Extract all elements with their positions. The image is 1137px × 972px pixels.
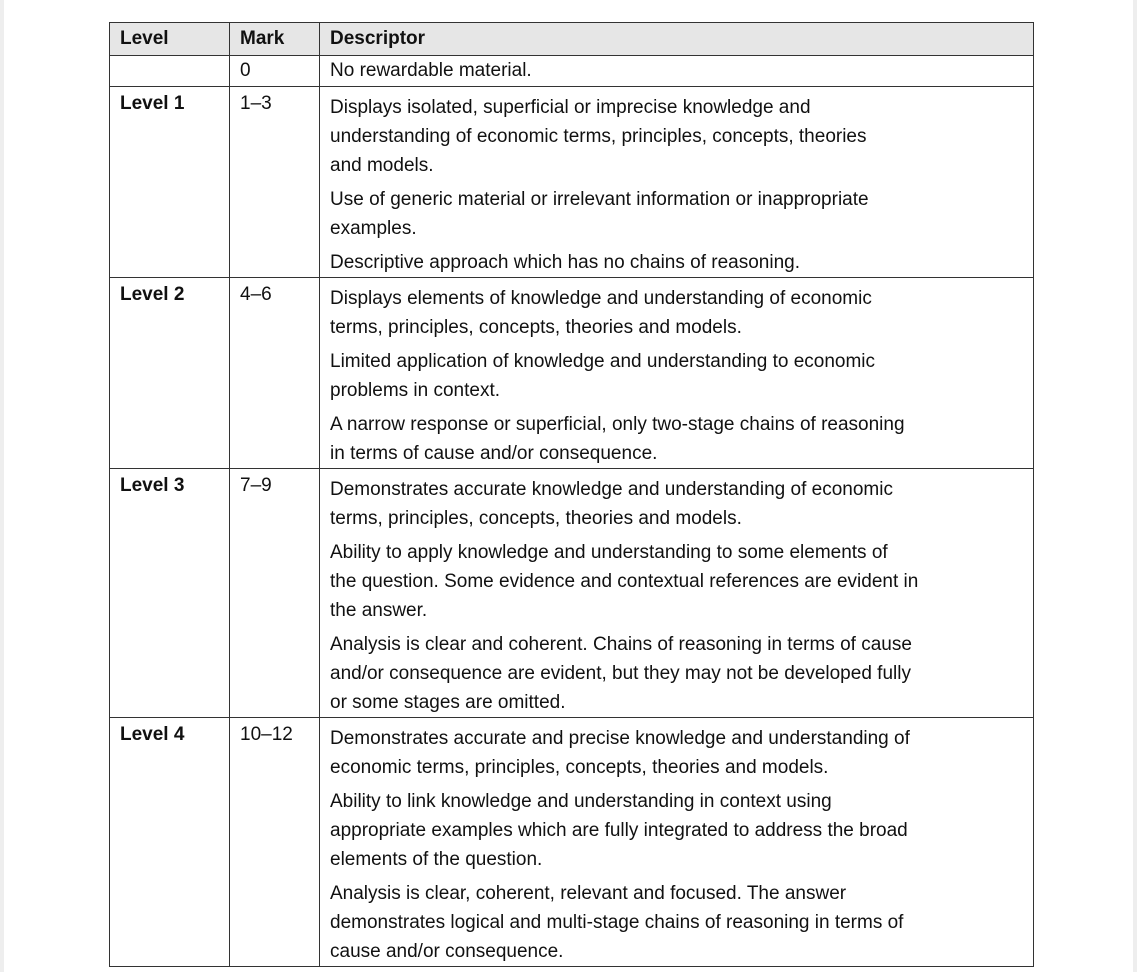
- descriptor-cell: [320, 469, 1034, 718]
- descriptor-line: Analysis is clear, coherent, relevant and focused. The answer: [330, 883, 847, 904]
- descriptor-line: and models.: [330, 155, 434, 176]
- descriptor-line: problems in context.: [330, 380, 501, 401]
- descriptor-paragraph: [330, 630, 1023, 717]
- level-cell: [110, 56, 230, 87]
- descriptor-paragraph: [330, 879, 1023, 966]
- descriptor-line: Demonstrates accurate knowledge and understanding of economic: [330, 479, 893, 500]
- descriptor-line: terms, principles, concepts, theories and models.: [330, 317, 742, 338]
- descriptor-cell: [320, 718, 1034, 967]
- descriptor-line: understanding of economic terms, principles, concepts, theories: [330, 126, 867, 147]
- descriptor-paragraph: [330, 724, 1023, 782]
- descriptor-paragraph: [330, 787, 1023, 874]
- descriptor-line: Use of generic material or irrelevant information or inappropriate: [330, 189, 869, 210]
- header-level: Level: [110, 23, 230, 56]
- mark-cell: 10–12: [230, 718, 320, 967]
- descriptor-line: appropriate examples which are fully integrated to address the broad: [330, 820, 908, 841]
- table-row: [110, 56, 1034, 87]
- table-row: [110, 278, 1034, 469]
- mark-cell: 1–3: [230, 87, 320, 278]
- descriptor-line: or some stages are omitted.: [330, 692, 566, 713]
- table-row: [110, 87, 1034, 278]
- descriptor-paragraph: [330, 93, 1023, 180]
- level-cell: Level 3: [110, 469, 230, 718]
- descriptor-line: terms, principles, concepts, theories and models.: [330, 508, 742, 529]
- descriptor-line: Analysis is clear and coherent. Chains of reasoning in terms of cause: [330, 634, 912, 655]
- descriptor-paragraph: [330, 475, 1023, 533]
- descriptor-line: and/or consequence are evident, but they may not be developed fully: [330, 663, 911, 684]
- descriptor-line: the question. Some evidence and contextual references are evident in: [330, 571, 919, 592]
- descriptor-paragraph: [330, 185, 1023, 243]
- descriptor-line: Descriptive approach which has no chains of reasoning.: [330, 252, 800, 273]
- descriptor-line: Ability to apply knowledge and understanding to some elements of: [330, 542, 888, 563]
- descriptor-cell: [320, 278, 1034, 469]
- mark-cell: 0: [230, 56, 320, 87]
- descriptor-line: demonstrates logical and multi-stage chains of reasoning in terms of: [330, 912, 904, 933]
- descriptor-cell: [320, 56, 1034, 87]
- descriptor-line: Ability to link knowledge and understanding in context using: [330, 791, 832, 812]
- descriptor-line: in terms of cause and/or consequence.: [330, 443, 658, 464]
- descriptor-line: Limited application of knowledge and understanding to economic: [330, 351, 876, 372]
- descriptor-paragraph: [330, 248, 1023, 277]
- mark-cell: 4–6: [230, 278, 320, 469]
- descriptor-line: elements of the question.: [330, 849, 543, 870]
- table-row: [110, 469, 1034, 718]
- descriptor-line: No rewardable material.: [330, 60, 532, 81]
- descriptor-line: the answer.: [330, 600, 428, 621]
- table-row: [110, 718, 1034, 967]
- page-edge-right: [1133, 0, 1137, 972]
- descriptor-line: Displays isolated, superficial or imprecise knowledge and: [330, 97, 811, 118]
- levels-mark-scheme-table: [109, 22, 1034, 967]
- descriptor-line: examples.: [330, 218, 417, 239]
- descriptor-line: Demonstrates accurate and precise knowledge and understanding of: [330, 728, 910, 749]
- table-header-row: [110, 23, 1034, 56]
- descriptor-line: cause and/or consequence.: [330, 941, 564, 962]
- page-edge-left: [0, 0, 4, 972]
- level-cell: Level 4: [110, 718, 230, 967]
- descriptor-paragraph: [330, 56, 1023, 85]
- level-cell: Level 2: [110, 278, 230, 469]
- descriptor-line: Displays elements of knowledge and understanding of economic: [330, 288, 872, 309]
- descriptor-line: economic terms, principles, concepts, theories and models.: [330, 757, 829, 778]
- header-descriptor: Descriptor: [320, 23, 1034, 56]
- descriptor-paragraph: [330, 538, 1023, 625]
- descriptor-cell: [320, 87, 1034, 278]
- descriptor-paragraph: [330, 347, 1023, 405]
- mark-cell: 7–9: [230, 469, 320, 718]
- descriptor-paragraph: [330, 410, 1023, 468]
- descriptor-line: A narrow response or superficial, only two-stage chains of reasoning: [330, 414, 905, 435]
- level-cell: Level 1: [110, 87, 230, 278]
- descriptor-paragraph: [330, 284, 1023, 342]
- header-mark: Mark: [230, 23, 320, 56]
